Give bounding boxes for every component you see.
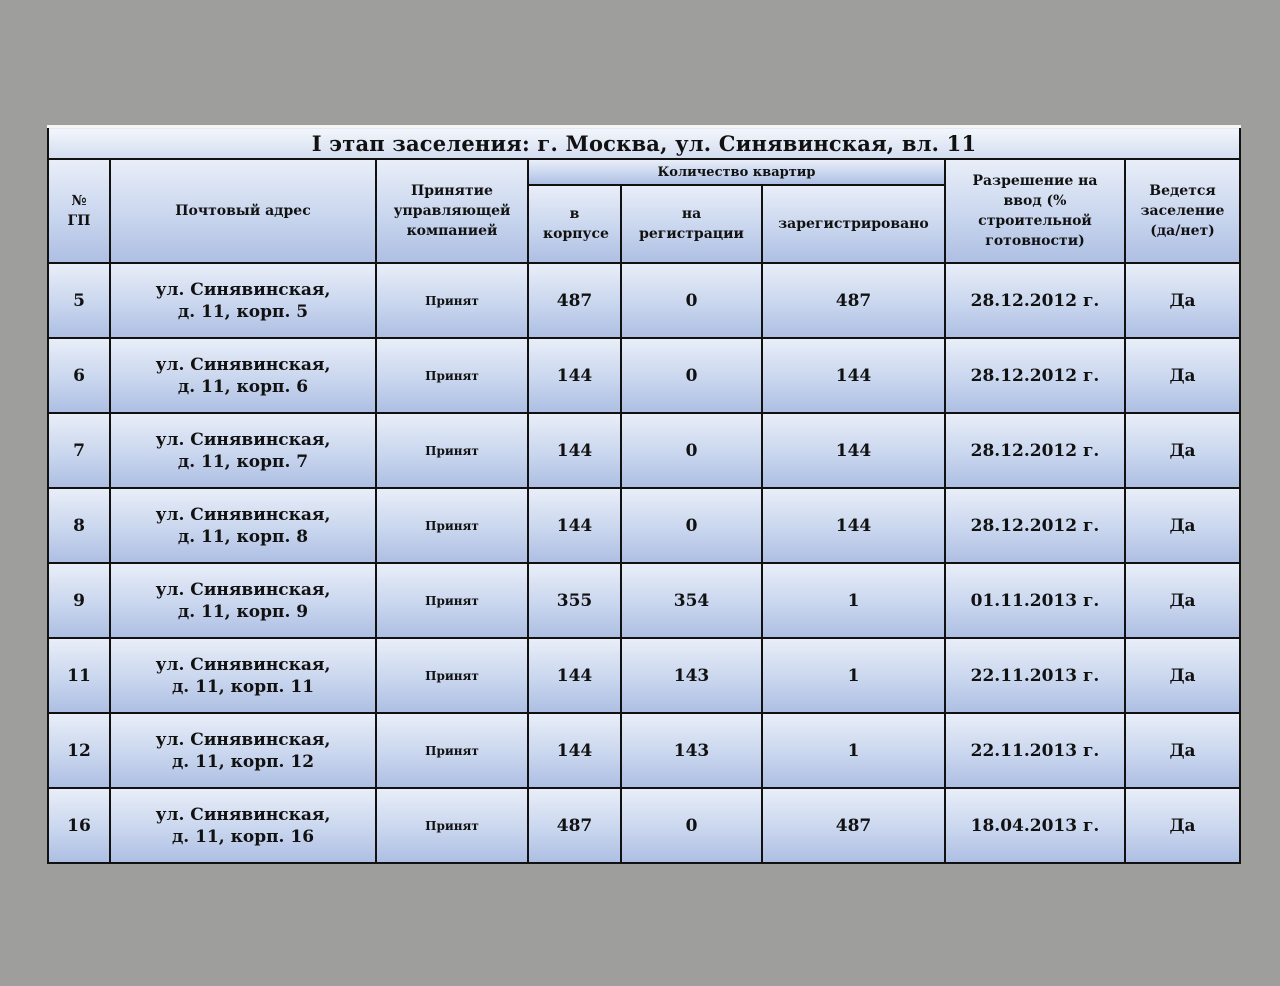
address-line2: д. 11, корп. 9 — [177, 601, 309, 622]
cell-in-building: 144 — [528, 638, 621, 713]
cell-num: 16 — [48, 788, 110, 863]
cell-accepted: Принят — [376, 263, 528, 338]
cell-registered: 144 — [762, 488, 945, 563]
cell-in-building: 144 — [528, 488, 621, 563]
address-line1: ул. Синявинская, — [155, 804, 331, 825]
cell-settling: Да — [1125, 488, 1240, 563]
cell-accepted: Принят — [376, 488, 528, 563]
cell-on-registration: 143 — [621, 713, 762, 788]
cell-registered: 1 — [762, 638, 945, 713]
cell-address — [110, 563, 376, 638]
cell-address — [110, 788, 376, 863]
cell-on-registration: 143 — [621, 638, 762, 713]
address-line1: ул. Синявинская, — [155, 579, 331, 600]
cell-on-registration: 0 — [621, 338, 762, 413]
table-row — [48, 713, 1240, 788]
cell-address — [110, 713, 376, 788]
address-line2: д. 11, корп. 11 — [171, 676, 315, 697]
table-row — [48, 488, 1240, 563]
address-line2: д. 11, корп. 5 — [177, 301, 309, 322]
cell-on-registration: 0 — [621, 788, 762, 863]
cell-num: 7 — [48, 413, 110, 488]
table-row — [48, 563, 1240, 638]
address-line2: д. 11, корп. 8 — [177, 526, 309, 547]
cell-permit: 18.04.2013 г. — [945, 788, 1125, 863]
cell-address — [110, 638, 376, 713]
address-line1: ул. Синявинская, — [155, 354, 331, 375]
cell-address — [110, 413, 376, 488]
address-line1: ул. Синявинская, — [155, 279, 331, 300]
cell-settling: Да — [1125, 788, 1240, 863]
cell-settling: Да — [1125, 563, 1240, 638]
address-line2: д. 11, корп. 6 — [177, 376, 309, 397]
cell-num: 9 — [48, 563, 110, 638]
cell-registered: 1 — [762, 563, 945, 638]
cell-accepted: Принят — [376, 413, 528, 488]
cell-in-building: 487 — [528, 263, 621, 338]
header-registered: зарегистрировано — [762, 185, 945, 263]
address-line2: д. 11, корп. 12 — [171, 751, 315, 772]
cell-in-building: 355 — [528, 563, 621, 638]
cell-num: 6 — [48, 338, 110, 413]
table-title: I этап заселения: г. Москва, ул. Синявинская, вл. 11 — [48, 127, 1240, 160]
address-line1: ул. Синявинская, — [155, 504, 331, 525]
cell-accepted: Принят — [376, 638, 528, 713]
header-num-line2: ГП — [67, 213, 91, 229]
cell-settling: Да — [1125, 338, 1240, 413]
cell-permit: 28.12.2012 г. — [945, 488, 1125, 563]
cell-num: 8 — [48, 488, 110, 563]
cell-permit: 28.12.2012 г. — [945, 338, 1125, 413]
cell-permit: 28.12.2012 г. — [945, 263, 1125, 338]
header-accepted: Принятие управляющей компанией — [376, 159, 528, 263]
cell-settling: Да — [1125, 713, 1240, 788]
header-permit: Разрешение на ввод (% строительной готовности) — [945, 159, 1125, 263]
header-num — [48, 159, 110, 263]
address-line1: ул. Синявинская, — [155, 729, 331, 750]
cell-settling: Да — [1125, 263, 1240, 338]
cell-address — [110, 338, 376, 413]
cell-in-building: 487 — [528, 788, 621, 863]
table-row — [48, 338, 1240, 413]
cell-registered: 144 — [762, 413, 945, 488]
cell-registered: 487 — [762, 788, 945, 863]
cell-num: 12 — [48, 713, 110, 788]
table-row — [48, 638, 1240, 713]
settlement-table-container — [47, 125, 1239, 864]
header-apartments-group: Количество квартир — [528, 159, 945, 185]
cell-registered: 144 — [762, 338, 945, 413]
cell-in-building: 144 — [528, 413, 621, 488]
cell-settling: Да — [1125, 638, 1240, 713]
cell-address — [110, 263, 376, 338]
cell-accepted: Принят — [376, 563, 528, 638]
cell-on-registration: 0 — [621, 413, 762, 488]
address-line1: ул. Синявинская, — [155, 429, 331, 450]
address-line2: д. 11, корп. 16 — [171, 826, 315, 847]
header-settling: Ведется заселение (да/нет) — [1125, 159, 1240, 263]
header-address: Почтовый адрес — [110, 159, 376, 263]
cell-accepted: Принят — [376, 788, 528, 863]
cell-on-registration: 0 — [621, 263, 762, 338]
table-row — [48, 263, 1240, 338]
cell-accepted: Принят — [376, 338, 528, 413]
header-in-building: в корпусе — [528, 185, 621, 263]
cell-permit: 28.12.2012 г. — [945, 413, 1125, 488]
cell-accepted: Принят — [376, 713, 528, 788]
address-line1: ул. Синявинская, — [155, 654, 331, 675]
cell-registered: 487 — [762, 263, 945, 338]
table-row — [48, 413, 1240, 488]
cell-address — [110, 488, 376, 563]
cell-in-building: 144 — [528, 713, 621, 788]
cell-in-building: 144 — [528, 338, 621, 413]
cell-registered: 1 — [762, 713, 945, 788]
header-on-registration: на регистрации — [621, 185, 762, 263]
table-row — [48, 788, 1240, 863]
cell-num: 5 — [48, 263, 110, 338]
cell-on-registration: 354 — [621, 563, 762, 638]
cell-on-registration: 0 — [621, 488, 762, 563]
cell-permit: 22.11.2013 г. — [945, 638, 1125, 713]
address-line2: д. 11, корп. 7 — [177, 451, 309, 472]
cell-num: 11 — [48, 638, 110, 713]
cell-permit: 22.11.2013 г. — [945, 713, 1125, 788]
cell-permit: 01.11.2013 г. — [945, 563, 1125, 638]
header-num-line1: № — [71, 193, 87, 209]
cell-settling: Да — [1125, 413, 1240, 488]
settlement-table — [47, 125, 1241, 864]
